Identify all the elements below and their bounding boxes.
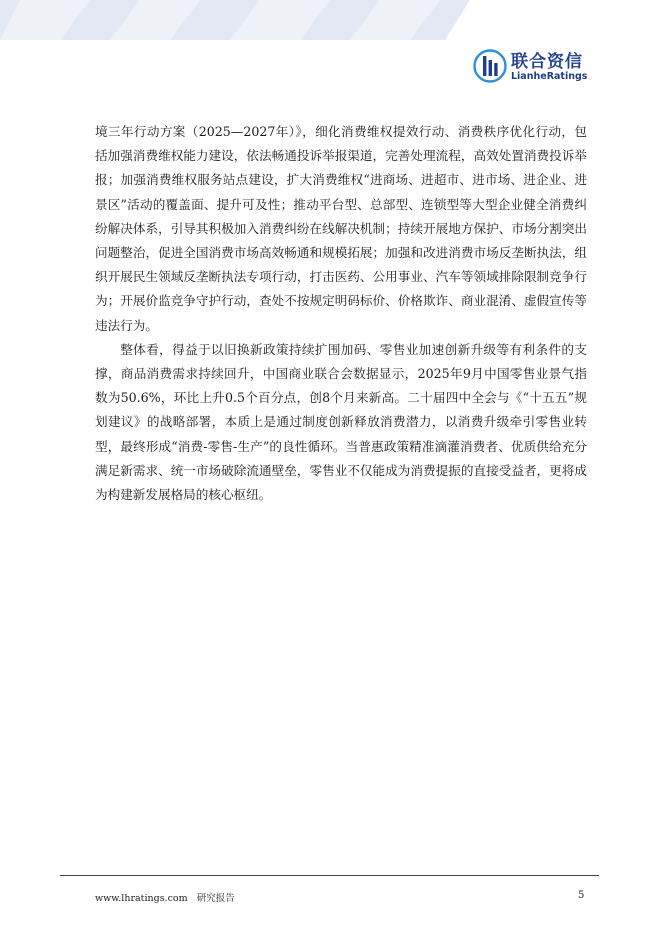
footer-website-link[interactable]: www.lhratings.com — [95, 893, 188, 904]
logo-text-cn: 联合资信 — [511, 52, 583, 72]
page-number: 5 — [578, 890, 585, 901]
company-logo — [473, 49, 593, 85]
header-decoration-band — [0, 0, 470, 40]
footer-divider — [60, 875, 599, 876]
body-paragraph-1: 境三年行动方案（2025—2027年）》，细化消费维权提效行动、消费秩序优化行动，包括加强消费维权能力建设，依法畅通投诉举报渠道，完善处理流程，高效处置消费投诉举报；加强消费维权服务站点建设，扩大消费维权“进商场、进超市、进市场、进企业、进景区”活动的覆盖面、提升可及性；推动平台型、总部型、连锁型等大型企业健全消费纠纷解决体系，引导其积极加入消费纠纷在线解决机制；持续开展地方保护、市场分割突出问题整治，促进全国消费市场高效畅通和规模拓展；加强和改进消费市场反垄断执法，组织开展民生领域反垄断执法专项行动，打击医药、公用事业、汽车等领域排除限制竞争行为；开展价监竞争守护行动，查处不按规定明码标价、价格欺诈、商业混淆、虚假宣传等违法行为。 — [95, 124, 587, 333]
body-paragraph-2: 整体看，得益于以旧换新政策持续扩围加码、零售业加速创新升级等有利条件的支撑，商品消费需求持续回升，中国商业联合会数据显示，2025年9月中国零售业景气指数为50.6%，环比上升0.5个百分点，创8个月来新高。二十届四中全会与《“十五五”规划建议》的战略部署，本质上是通过制度创新释放消费潜力，以消费升级牵引零售业转型，最终形成“消费-零售-生产”的良性循环。当普惠政策精准滴灌消费者、优质供给充分满足新需求、统一市场破除流通壁垒，零售业不仅能成为消费提振的直接受益者，更将成为构建新发展格局的核心枢纽。 — [95, 341, 587, 503]
lianhe-logo-icon — [473, 49, 507, 83]
report-body — [95, 120, 587, 507]
logo-text-en: LianheRatings — [511, 71, 588, 82]
footer-site-label — [95, 890, 235, 904]
footer-doc-type: 研究报告 — [196, 893, 235, 904]
